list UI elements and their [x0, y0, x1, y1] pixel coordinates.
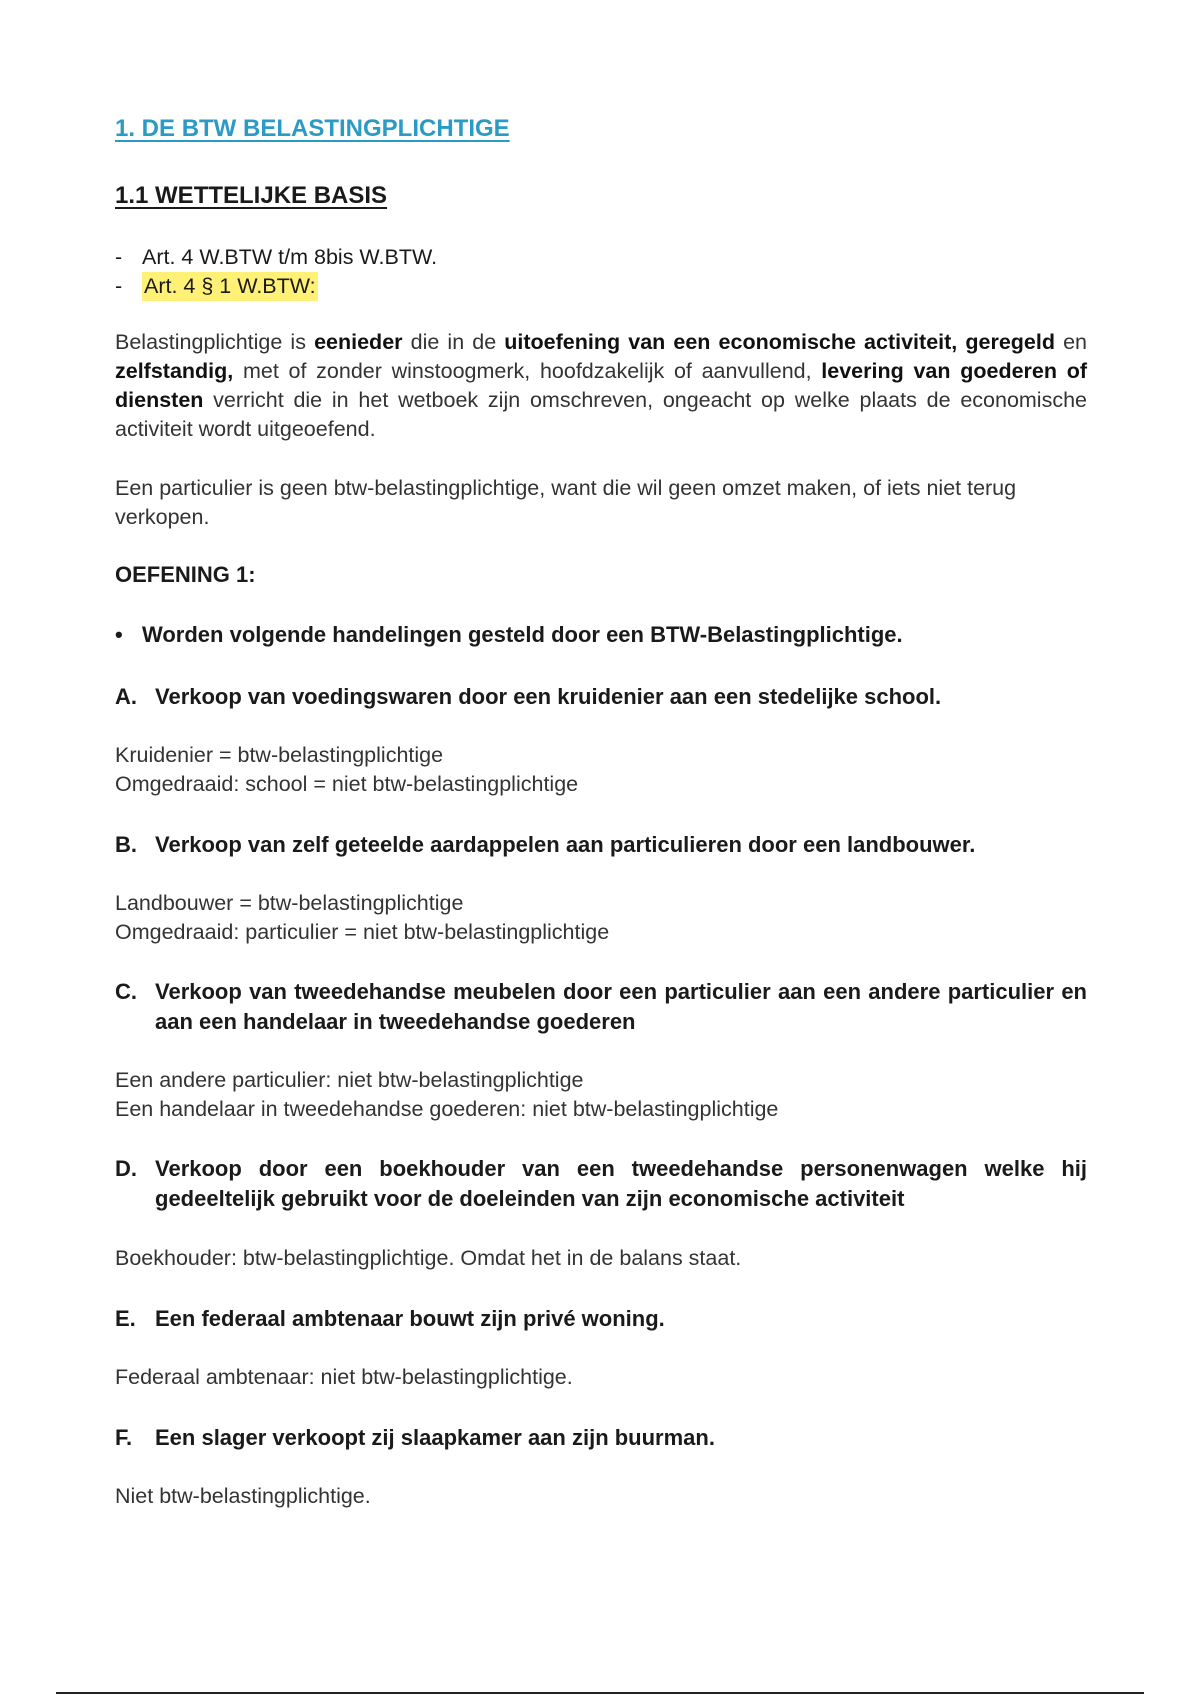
page-bottom-rule	[56, 1692, 1144, 1694]
text-run: verricht die in het wetboek zijn omschreven, ongeacht op welke plaats de economische activiteit wordt uitgeoefend.	[115, 388, 1087, 441]
bullet-dot: •	[115, 622, 123, 647]
exercise-instruction	[115, 622, 903, 648]
question-text: Een slager verkoopt zij slaapkamer aan zijn buurman.	[155, 1425, 715, 1450]
answer-c	[115, 1066, 778, 1124]
question-text: Verkoop van zelf geteelde aardappelen aan particulieren door een landbouwer.	[155, 832, 976, 857]
question-d	[115, 1154, 1087, 1214]
answer-line: Omgedraaid: particulier = niet btw-belastingplichtige	[115, 920, 610, 944]
list-item	[115, 243, 437, 272]
highlighted-list-item-text: Art. 4 § 1 W.BTW:	[142, 272, 318, 301]
bold-text-run: zelfstandig,	[115, 359, 234, 383]
exercise-instruction-text: Worden volgende handelingen gesteld door een BTW-Belastingplichtige.	[142, 622, 903, 647]
question-text: Verkoop door een boekhouder van een tweedehandse personenwagen welke hij gedeeltelijk gebruikt voor de doeleinden van zijn economische activiteit	[155, 1156, 1087, 1211]
answer-a	[115, 741, 578, 799]
answer-line: Landbouwer = btw-belastingplichtige	[115, 891, 464, 915]
dash-bullet: -	[115, 274, 123, 298]
text-run: die in de	[402, 330, 505, 354]
question-e	[115, 1304, 1087, 1334]
bold-text-run: levering van goederen of diensten	[115, 359, 1088, 412]
chapter-heading: 1. DE BTW BELASTINGPLICHTIGE	[115, 115, 510, 142]
exercise-title: OEFENING 1:	[115, 562, 256, 587]
question-b	[115, 830, 1087, 860]
question-letter: B.	[115, 832, 137, 857]
legal-basis-list	[115, 243, 437, 301]
answer-line: Boekhouder: btw-belastingplichtige. Omdat het in de balans staat.	[115, 1246, 742, 1270]
question-text: Een federaal ambtenaar bouwt zijn privé woning.	[155, 1306, 665, 1331]
question-c	[115, 977, 1087, 1037]
answer-d	[115, 1244, 741, 1273]
answer-e	[115, 1363, 573, 1392]
answer-line: Omgedraaid: school = niet btw-belastingplichtige	[115, 772, 579, 796]
question-f	[115, 1423, 1087, 1453]
answer-f	[115, 1482, 371, 1511]
question-letter: E.	[115, 1306, 136, 1331]
question-letter: D.	[115, 1156, 137, 1181]
answer-line: Een handelaar in tweedehandse goederen: niet btw-belastingplichtige	[115, 1097, 779, 1121]
question-letter: F.	[115, 1425, 133, 1450]
answer-line: Niet btw-belastingplichtige.	[115, 1484, 371, 1508]
particulier-paragraph: Een particulier is geen btw-belastingplichtige, want die wil geen omzet maken, of iets niet terug verkopen.	[115, 476, 1017, 529]
question-letter: A.	[115, 684, 137, 709]
answer-line: Kruidenier = btw-belastingplichtige	[115, 743, 444, 767]
question-letter: C.	[115, 979, 137, 1004]
bold-text-run: eenieder	[314, 330, 403, 354]
question-text: Verkoop van tweedehandse meubelen door een particulier aan een andere particulier en aan een handelaar in tweedehandse goederen	[155, 979, 1087, 1034]
list-item	[115, 272, 437, 301]
definition-paragraph	[115, 328, 1087, 444]
question-text: Verkoop van voedingswaren door een kruidenier aan een stedelijke school.	[155, 684, 942, 709]
bold-text-run: uitoefening van een economische activiteit, geregeld	[504, 330, 1055, 354]
dash-bullet: -	[115, 245, 123, 269]
answer-line: Een andere particulier: niet btw-belastingplichtige	[115, 1068, 584, 1092]
answer-line: Federaal ambtenaar: niet btw-belastingplichtige.	[115, 1365, 573, 1389]
answer-b	[115, 889, 609, 947]
section-heading: 1.1 WETTELIJKE BASIS	[115, 182, 388, 209]
text-run: met of zonder winstoogmerk, hoofdzakelijk of aanvullend,	[233, 359, 822, 383]
question-a	[115, 682, 1087, 712]
text-run: Belastingplichtige is	[115, 330, 315, 354]
text-run: en	[1054, 330, 1088, 354]
list-item-text: Art. 4 W.BTW t/m 8bis W.BTW.	[142, 245, 438, 269]
